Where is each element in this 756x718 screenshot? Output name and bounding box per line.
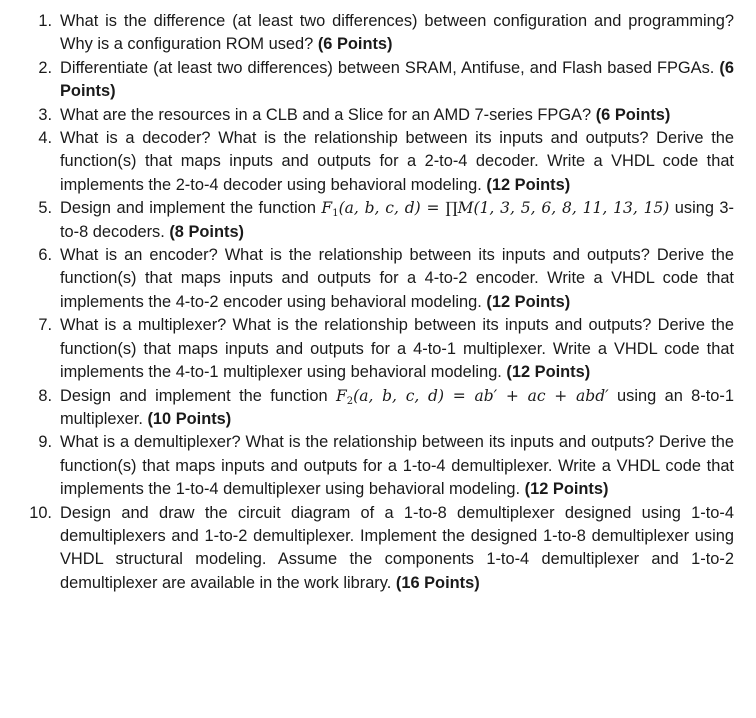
question-3 (18, 104, 734, 127)
formula-f1 (321, 199, 670, 220)
formula-equals: = (420, 199, 446, 218)
question-4 (18, 127, 734, 197)
formula-f2 (336, 387, 609, 405)
question-text-before: Design and implement the function (60, 386, 328, 405)
question-number: 10. (29, 503, 52, 522)
question-9 (18, 431, 734, 501)
question-points: (12 Points) (506, 363, 591, 382)
question-text: What is the difference (at least two differences) between configuration and programming? Why is a configuration ROM used? (60, 12, 734, 54)
formula-arguments: (a, b, c, d) (353, 386, 445, 405)
question-text-after: using an 8-to-1 multiplexer. (60, 386, 734, 428)
question-points: (12 Points) (486, 292, 571, 311)
question-points: (6 Points) (595, 105, 671, 124)
question-8 (18, 385, 734, 432)
formula-subscript: 2 (346, 395, 354, 407)
question-5 (18, 197, 734, 244)
formula-subscript: 1 (332, 208, 339, 220)
formula-expression: ab′ + ac + abd′ (474, 386, 609, 405)
formula-arguments: (a, b, c, d) (338, 199, 421, 218)
question-number: 8. (38, 386, 52, 405)
question-text: Design and draw the circuit diagram of a 1-to-8 demultiplexer designed using 1-to-4 demultiplexers and 1-to-2 demultiplexer. Implement the designed 1-to-8 demultiplexer using VHDL structural modeling. Assume the components 1-to-4 demultiplexer and 1-to-2 demultiplexer are available in the work library. (60, 503, 734, 592)
question-number: 4. (38, 129, 52, 148)
formula-function: F (321, 199, 333, 218)
question-number: 2. (38, 58, 52, 77)
question-text: What is a multiplexer? What is the relationship between its inputs and outputs? Derive the function(s) that maps inputs and outputs for a 4-to-1 multiplexer. Write a VHDL code that implements the 4-to-1 multiplexer using behavioral modeling. (60, 316, 734, 382)
question-number: 9. (38, 433, 52, 452)
question-points: (8 Points) (169, 222, 245, 241)
question-text: Differentiate (at least two differences) between SRAM, Antifuse, and Flash based FPGAs. (60, 58, 715, 77)
question-points: (16 Points) (395, 573, 480, 592)
question-points: (6 Points) (317, 35, 393, 54)
question-points: (12 Points) (486, 175, 571, 194)
question-points: (12 Points) (524, 480, 609, 499)
question-text: What is a decoder? What is the relationship between its inputs and outputs? Derive the function(s) that maps inputs and outputs for a 2-to-4 decoder. Write a VHDL code that implements the 2-to-4 decoder using behavioral modeling. (60, 129, 734, 194)
question-points: (6 Points) (60, 58, 734, 101)
question-6 (18, 244, 734, 314)
question-text: What is a demultiplexer? What is the relationship between its inputs and outputs? Derive the function(s) that maps inputs and outputs for a 1-to-4 demultiplexer. Write a VHDL code that implements the 1-to-4 demultiplexer using behavioral modeling. (60, 433, 734, 499)
formula-maxterms: M(1, 3, 5, 6, 8, 11, 13, 15) (457, 199, 670, 218)
question-text: What are the resources in a CLB and a Slice for an AMD 7-series FPGA? (60, 105, 592, 124)
question-text: What is an encoder? What is the relationship between its inputs and outputs? Derive the function(s) that maps inputs and outputs for a 4-to-2 encoder. Write a VHDL code that implements the 4-to-2 encoder using behavioral modeling. (60, 246, 734, 311)
question-10 (18, 502, 734, 596)
question-number: 6. (38, 246, 52, 265)
question-2 (18, 57, 734, 104)
question-1 (18, 10, 734, 57)
question-number: 7. (38, 316, 52, 335)
question-list (18, 10, 734, 595)
question-7 (18, 314, 734, 384)
question-text-after: using 3-to-8 decoders. (60, 199, 735, 241)
question-number: 1. (38, 12, 52, 30)
question-number: 3. (38, 105, 52, 124)
formula-product-operator: ∏ (445, 199, 458, 218)
formula-equals: = (444, 386, 475, 405)
question-number: 5. (38, 199, 52, 218)
question-text-before: Design and implement the function (60, 199, 316, 218)
question-points: (10 Points) (147, 409, 232, 428)
formula-function: F (336, 386, 347, 405)
